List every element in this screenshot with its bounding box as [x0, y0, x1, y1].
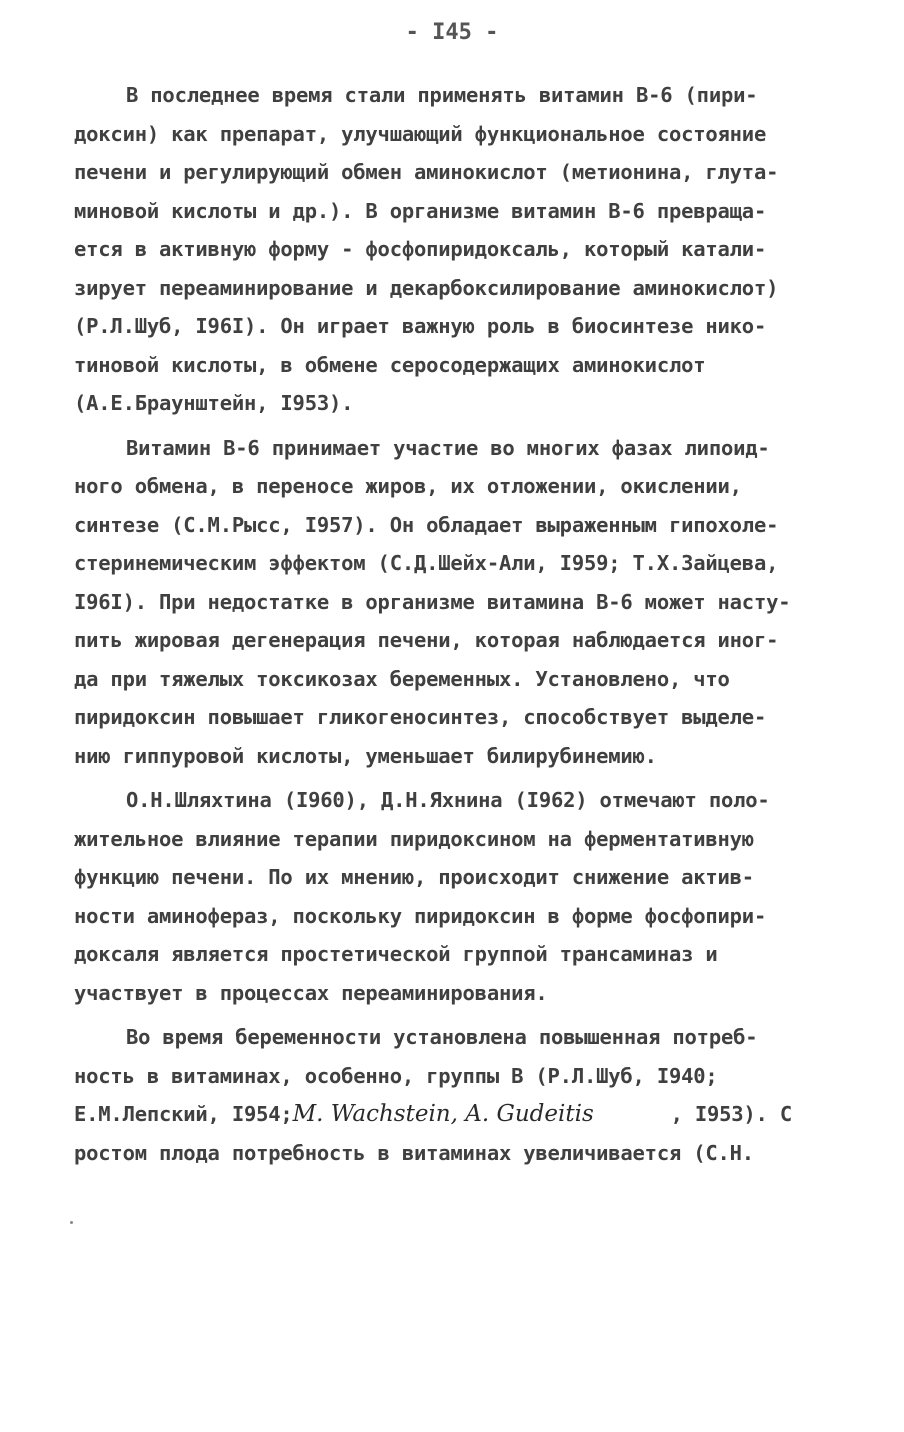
- text-line: Во время беременности установлена повышенная потреб-: [126, 1025, 758, 1049]
- text-line: В последнее время стали применять витамин В-6 (пири-: [126, 83, 758, 107]
- text-line: Витамин В-6 принимает участие во многих фазах липоид-: [126, 435, 770, 460]
- text-line: ется в активную форму - фосфопиридоксаль, который катали-: [74, 237, 767, 261]
- text-line: миновой кислоты и др.). В организме витамин В-6 превраща-: [74, 198, 767, 223]
- text-line: синтезе (С.М.Рысс, I957). Он обладает выраженным гипохоле-: [74, 512, 779, 537]
- text-line: зирует переаминирование и декарбоксилирование аминокислот): [74, 275, 779, 300]
- paragraph-4: [74, 1018, 822, 1172]
- page-body: [74, 76, 822, 1172]
- text-line: функцию печени. По их мнению, происходит снижение актив-: [74, 865, 754, 889]
- text-line: пиридоксин повышает гликогеносинтез, способствует выделе-: [74, 705, 767, 729]
- paragraph-2: [74, 429, 822, 776]
- text-line: доксин) как препарат, улучшающий функциональное состояние: [74, 121, 767, 146]
- text-line: да при тяжелых токсикозах беременных. Установлено, что: [74, 666, 730, 691]
- text-line: ность в витаминах, особенно, группы В (Р.Л.Шуб, I940;: [74, 1063, 718, 1088]
- text-line: (Р.Л.Шуб, I96I). Он играет важную роль в биосинтезе нико-: [74, 314, 767, 338]
- citation-text: Е.М.Лепский, I954;: [74, 1102, 293, 1126]
- text-line: стеринемическим эффектом (С.Д.Шейх-Али, I959; Т.Х.Зайцева,: [74, 551, 779, 575]
- page-number: - I45 -: [405, 20, 499, 45]
- text-line: жительное влияние терапии пиридоксином на ферментативную: [74, 826, 754, 851]
- ink-speck: [70, 1221, 73, 1224]
- paragraph-1: [74, 76, 822, 423]
- text-line: участвует в процессах переаминирования.: [74, 980, 548, 1005]
- text-line: доксаля является простетической группой трансаминаз и: [74, 942, 718, 966]
- text-line: (А.Е.Браунштейн, I953).: [74, 391, 354, 415]
- text-line: I96I). При недостатке в организме витамина В-6 может насту-: [74, 589, 791, 614]
- citation-text: , I953). С: [670, 1102, 792, 1126]
- text-line: тиновой кислоты, в обмене серосодержащих аминокислот: [74, 352, 706, 377]
- text-line-with-handwriting: [74, 1095, 822, 1134]
- paragraph-3: [74, 781, 822, 1012]
- text-line: печени и регулирующий обмен аминокислот (метионина, глута-: [74, 160, 779, 184]
- text-line: О.Н.Шляхтина (I960), Д.Н.Яхнина (I962) отмечают поло-: [126, 788, 770, 812]
- text-line: ростом плода потребность в витаминах увеличивается (С.Н.: [74, 1140, 754, 1165]
- handwritten-insertion: M. Wachstein, A. Gudeitis: [292, 1101, 594, 1127]
- text-line: ности аминофераз, поскольку пиридоксин в форме фосфопири-: [74, 903, 767, 928]
- text-line: ного обмена, в переносе жиров, их отложении, окислении,: [74, 474, 742, 498]
- text-line: пить жировая дегенерация печени, которая наблюдается иног-: [74, 628, 779, 652]
- text-line: нию гиппуровой кислоты, уменьшает билирубинемию.: [74, 743, 657, 768]
